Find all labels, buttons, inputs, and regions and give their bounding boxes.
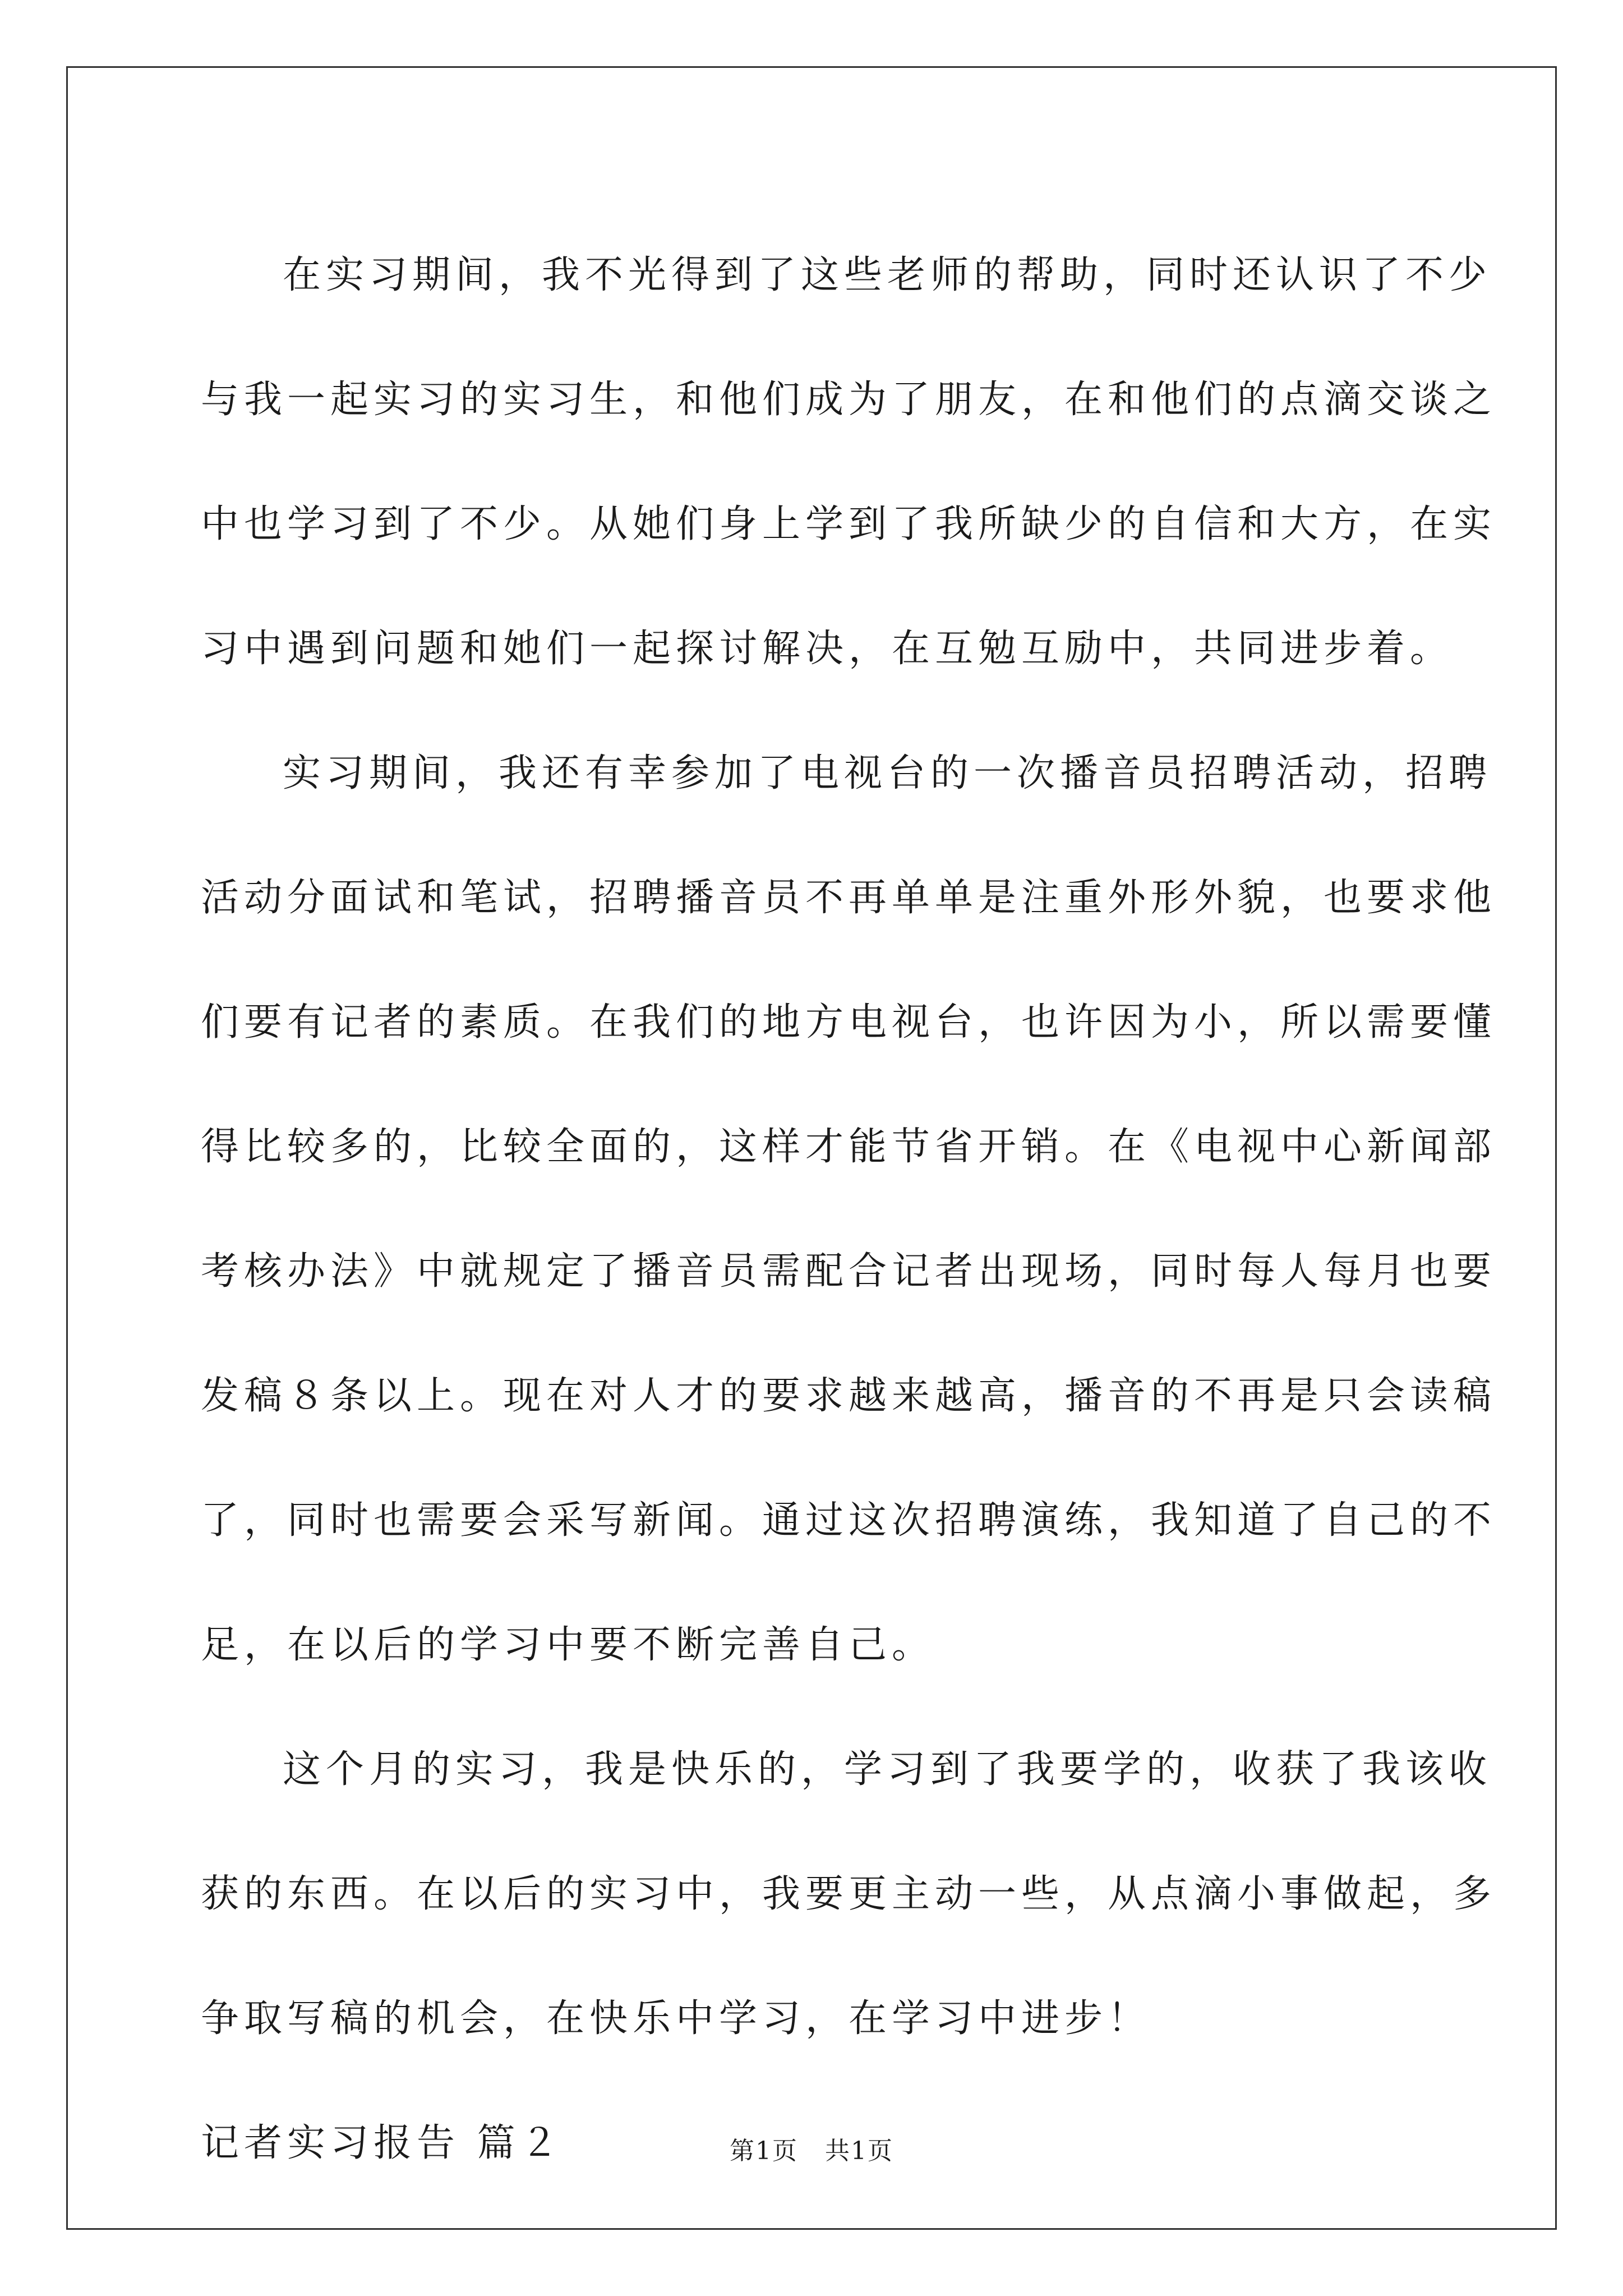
text-line: 活动分面试和笔试，招聘播音员不再单单是注重外形外貌，也要求他 xyxy=(201,876,1497,920)
text-line: 们要有记者的素质。在我们的地方电视台，也许因为小，所以需要懂 xyxy=(201,1000,1497,1045)
paragraph-1 xyxy=(201,213,1497,711)
text-line: 习中遇到问题和她们一起探讨解决，在互勉互励中，共同进步着。 xyxy=(201,627,1454,671)
text-line: 考核办法》中就规定了播音员需配合记者出现场，同时每人每月也要 xyxy=(201,1249,1497,1294)
text-line: 了，同时也需要会采写新闻。通过这次招聘演练，我知道了自己的不 xyxy=(201,1498,1497,1543)
text-line: 获的东西。在以后的实习中，我要更主动一些，从点滴小事做起，多 xyxy=(201,1872,1497,1916)
text-line: 与我一起实习的实习生，和他们成为了朋友，在和他们的点滴交谈之 xyxy=(201,378,1497,422)
page-number: 第1页 xyxy=(730,2137,798,2165)
text-line: 在实习期间，我不光得到了这些老师的帮助，同时还认识了不少 xyxy=(283,253,1492,297)
text-line: 中也学习到了不少。从她们身上学到了我所缺少的自信和大方，在实 xyxy=(201,502,1497,546)
text-line: 得比较多的，比较全面的，这样才能节省开销。在《电视中心新闻部 xyxy=(201,1125,1497,1169)
paragraph-2 xyxy=(201,711,1497,1708)
document-body xyxy=(201,213,1497,2206)
paragraph-3 xyxy=(201,1708,1497,2081)
text-line: 这个月的实习，我是快乐的，学习到了我要学的，收获了我该收 xyxy=(283,1747,1492,1792)
text-line: 足，在以后的学习中要不断完善自己。 xyxy=(201,1623,935,1667)
text-line: 实习期间，我还有幸参加了电视台的一次播音员招聘活动，招聘 xyxy=(283,751,1492,795)
page-total: 共1页 xyxy=(825,2137,893,2165)
page-footer xyxy=(0,2131,1623,2166)
section-heading: 记者实习报告 篇２ xyxy=(201,2121,564,2165)
text-line: 争取写稿的机会，在快乐中学习，在学习中进步！ xyxy=(201,1996,1151,2041)
text-line: 发稿８条以上。现在对人才的要求越来越高，播音的不再是只会读稿 xyxy=(201,1374,1497,1418)
